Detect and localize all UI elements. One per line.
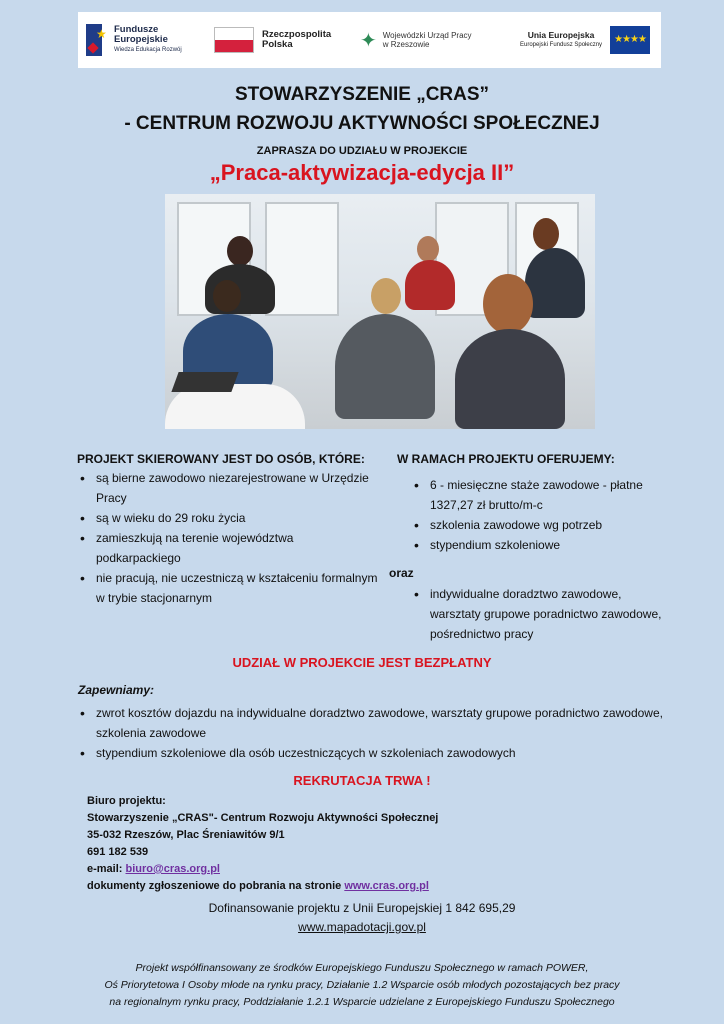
office-label: Biuro projektu: xyxy=(87,795,166,807)
offer-list-extra xyxy=(412,584,672,644)
office-org: Stowarzyszenie „CRAS"- Centrum Rozwoju Aktywności Społecznej xyxy=(87,812,439,824)
recruitment-banner: REKRUTACJA TRWA ! xyxy=(293,773,431,788)
email-link[interactable]: biuro@cras.org.pl xyxy=(125,863,220,875)
title-line-1: STOWARZYSZENIE „CRAS” xyxy=(234,84,490,105)
title-line-2: - CENTRUM ROZWOJU AKTYWNOŚCI SPOŁECZNEJ xyxy=(124,113,600,134)
free-participation-banner: UDZIAŁ W PROJEKCIE JEST BEZPŁATNY xyxy=(232,655,492,670)
project-office-info xyxy=(87,793,438,895)
list-item: • szkolenia zawodowe wg potrzeb xyxy=(412,515,672,535)
wup-rzeszow-logo: ✦ Wojewódzki Urząd Pracy w Rzeszowie xyxy=(360,29,472,52)
list-item: • stypendium szkoleniowe xyxy=(412,535,672,555)
target-group-heading: PROJEKT SKIEROWANY JEST DO OSÓB, KTÓRE: xyxy=(77,452,365,466)
list-item: • zamieszkują na terenie województwa podkarpackiego xyxy=(78,528,378,568)
project-title: „Praca-aktywizacja-edycja II” xyxy=(209,160,515,185)
office-phone: 691 182 539 xyxy=(87,846,149,858)
list-item: • są bierne zawodowo niezarejestrowane w Urzędzie Pracy xyxy=(78,468,378,508)
fundusze-europejskie-mark-icon: ★ xyxy=(86,24,108,56)
eu-flag-icon: ★★★★ xyxy=(610,26,650,54)
mapadotacji-link[interactable]: www.mapadotacji.gov.pl xyxy=(298,920,426,934)
list-item: • stypendium szkoleniowe dla osób uczestniczących w szkoleniach zawodowych xyxy=(78,743,668,763)
offer-list xyxy=(412,475,672,555)
invite-text: ZAPRASZA DO UDZIAŁU W PROJEKCIE xyxy=(256,145,468,157)
office-address: 35-032 Rzeszów, Plac Śreniawitów 9/1 xyxy=(87,829,285,841)
list-item: • indywidualne doradztwo zawodowe, warsztaty grupowe poradnictwo zawodowe, pośrednictwo pracy xyxy=(412,584,672,644)
target-group-list xyxy=(78,468,378,608)
office-email-row: e-mail: biuro@cras.org.pl xyxy=(87,863,220,875)
oraz-label: oraz xyxy=(389,566,414,580)
team-meeting-photo xyxy=(165,194,595,429)
logo-bar xyxy=(78,12,661,68)
website-link[interactable]: www.cras.org.pl xyxy=(344,880,429,892)
list-item: • zwrot kosztów dojazdu na indywidualne doradztwo zawodowe, warsztaty grupowe poradnictwo zawodowe, szkolenia zawodowe xyxy=(78,703,668,743)
wup-bird-icon: ✦ xyxy=(360,29,377,52)
list-item: • nie pracują, nie uczestniczą w kształceniu formalnym w trybie stacjonarnym xyxy=(78,568,378,608)
zapewniamy-list xyxy=(78,703,668,763)
list-item: • są w wieku do 29 roku życia xyxy=(78,508,378,528)
footer-note: Projekt współfinansowany ze środków Europejskiego Funduszu Społecznego w ramach POWER, Oś Priorytetowa I Osoby młode na rynku pracy, Działanie 1.2 Wsparcie osób młodych pozostających bez pracy na regionalnym rynku pracy, Poddziałanie 1.2.1 Wsparcie udzielane z Europejskiego Funduszu Społecznego xyxy=(104,962,620,1008)
offer-heading: W RAMACH PROJEKTU OFERUJEMY: xyxy=(397,452,615,466)
polish-flag-icon xyxy=(214,27,254,53)
funding-amount: Dofinansowanie projektu z Unii Europejskiej 1 842 695,29 xyxy=(208,901,516,915)
unia-europejska-logo: Unia Europejska Europejski Fundusz Społeczny ★★★★ xyxy=(520,12,650,68)
list-item: • 6 - miesięczne staże zawodowe - płatne 1327,27 zł brutto/m-c xyxy=(412,475,672,515)
fundusze-europejskie-logo: ★ Fundusze Europejskie Wiedza Edukacja Rozwój xyxy=(86,12,182,68)
office-docs-row: dokumenty zgłoszeniowe do pobrania na stronie www.cras.org.pl xyxy=(87,880,429,892)
zapewniamy-label: Zapewniamy: xyxy=(78,683,155,697)
rzeczpospolita-polska-logo: Rzeczpospolita Polska xyxy=(214,12,331,68)
